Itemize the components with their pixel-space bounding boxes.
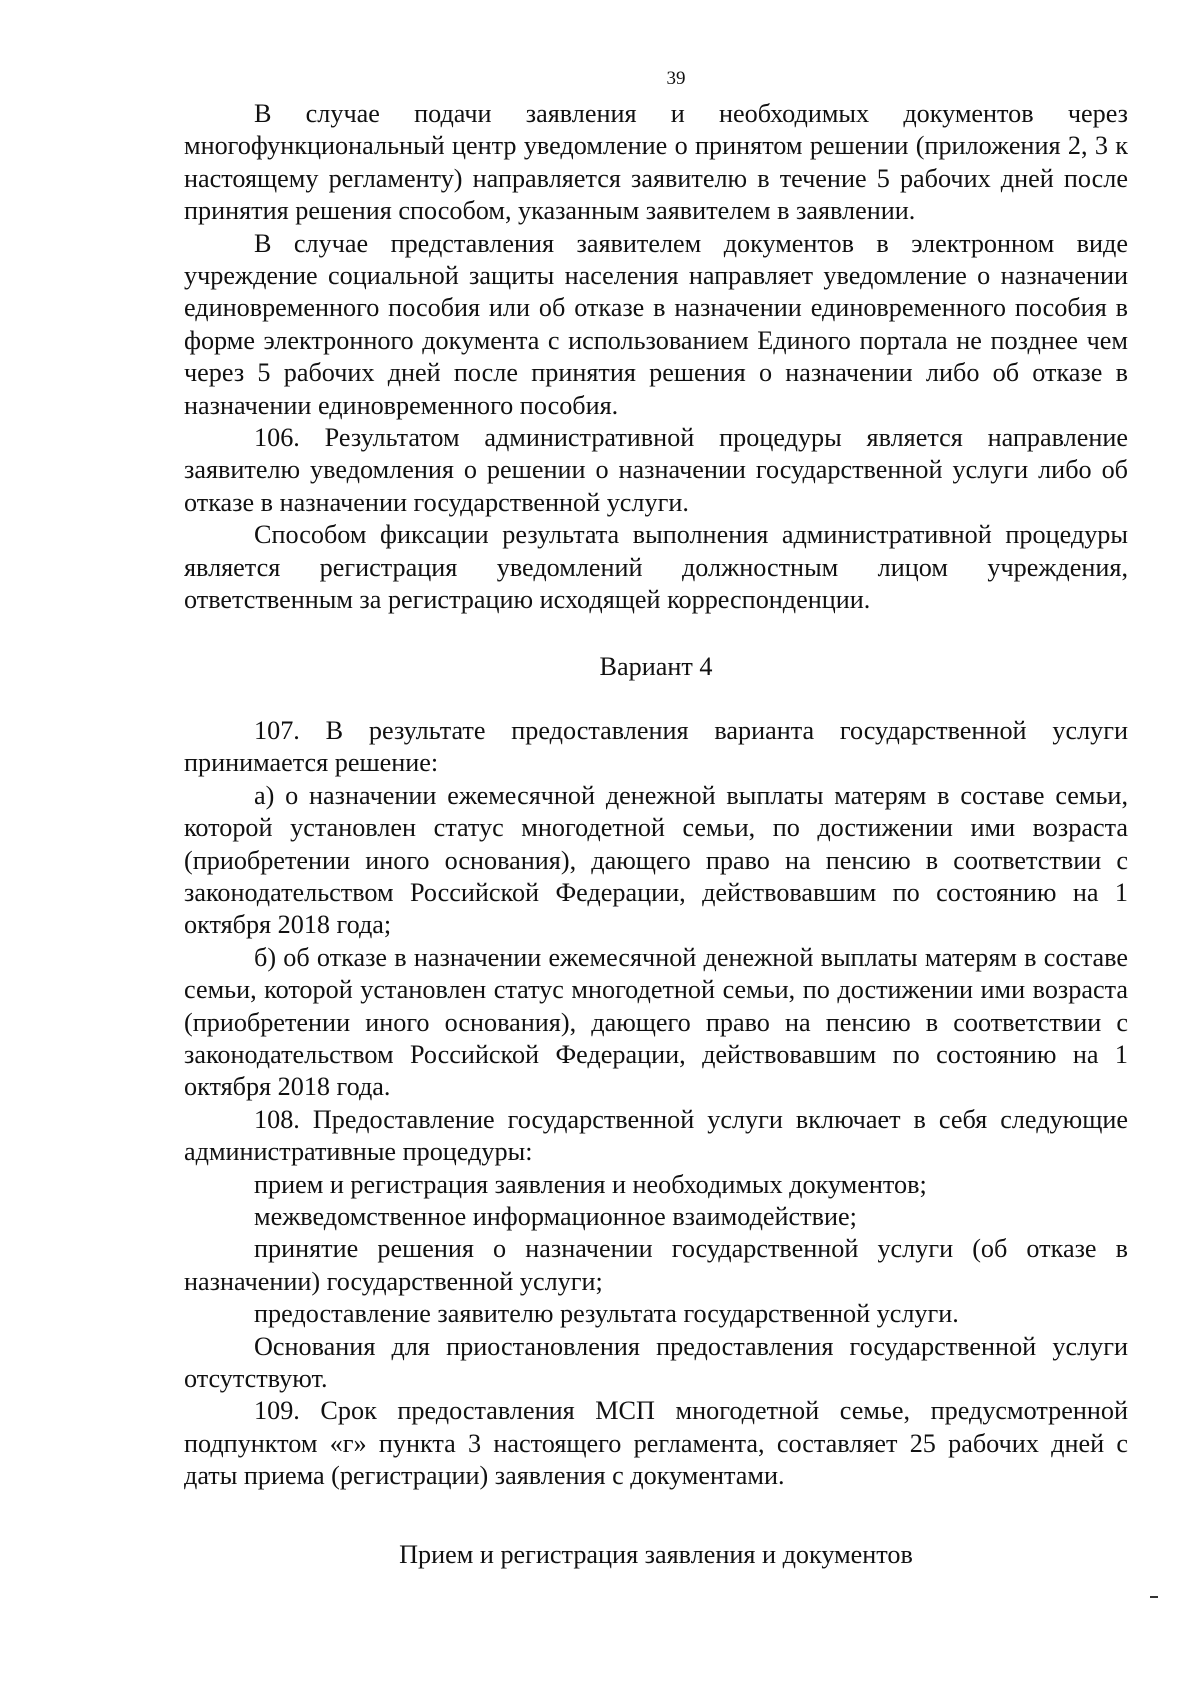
paragraph-107: 107. В результате предоставления варианта государственной услуги принимается решение:: [184, 715, 1128, 778]
paragraph-mfc-notification: В случае подачи заявления и необходимых документов через многофункциональный центр уведомление о принятом решении (приложения 2, 3 к настоящему регламенту) направляется заявителю в течение 5 рабочих дней после принятия решения способом, указанным заявителем в заявлении.: [184, 99, 1128, 226]
document-page: [184, 62, 1128, 1571]
paragraph-no-suspension: Основания для приостановления предоставления государственной услуги отсутствуют.: [184, 1331, 1128, 1394]
procedure-item-result: предоставление заявителю результата государственной услуги.: [254, 1299, 959, 1329]
heading-reception: Прием и регистрация заявления и документов: [399, 1539, 913, 1569]
paragraph-109: 109. Срок предоставления МСП многодетной семье, предусмотренной подпунктом «г» пункта 3 настоящего регламента, составляет 25 рабочих дней с даты приема (регистрации) заявления с документами.: [184, 1396, 1128, 1491]
paragraph-106: 106. Результатом административной процедуры является направление заявителю уведомления о решении о назначении государственной услуги либо об отказе в назначении государственной услуги.: [184, 423, 1128, 517]
paragraph-107-a: а) о назначении ежемесячной денежной выплаты матерям в составе семьи, которой установлен статус многодетной семьи, по достижении ими возраста (приобретении иного основания), дающего право на пенсию в соответствии с законодательством Российской Федерации, действовавшим по состоянию на 1 октября 2018 года;: [184, 780, 1128, 940]
scan-mark: [1150, 1596, 1158, 1598]
paragraph-108: 108. Предоставление государственной услуги включает в себя следующие административные процедуры:: [184, 1104, 1128, 1167]
paragraph-fixation-method: Способом фиксации результата выполнения административной процедуры является регистрация уведомлений должностным лицом учреждения, ответственным за регистрацию исходящей корреспонденции.: [184, 520, 1128, 615]
heading-variant-4: Вариант 4: [599, 651, 713, 681]
procedure-item-decision: принятие решения о назначении государственной услуги (об отказе в назначении) государственной услуги;: [184, 1234, 1128, 1296]
paragraph-107-b: б) об отказе в назначении ежемесячной денежной выплаты матерям в составе семьи, которой установлен статус многодетной семьи, по достижении ими возраста (приобретении иного основания), дающего право на пенсию в соответствии с законодательством Российской Федерации, действовавшим по состоянию на 1 октября 2018 года.: [184, 942, 1128, 1102]
procedure-item-reception: прием и регистрация заявления и необходимых документов;: [254, 1169, 927, 1199]
page-number: 39: [666, 68, 686, 89]
procedure-item-interagency: межведомственное информационное взаимодействие;: [254, 1202, 857, 1231]
paragraph-electronic-notification: В случае представления заявителем документов в электронном виде учреждение социальной защиты населения направляет уведомление о назначении единовременного пособия или об отказе в назначении единовременного пособия в форме электронного документа с использованием Единого портала не позднее чем через 5 рабочих дней после принятия решения о назначении либо об отказе в назначении единовременного пособия.: [184, 228, 1128, 420]
